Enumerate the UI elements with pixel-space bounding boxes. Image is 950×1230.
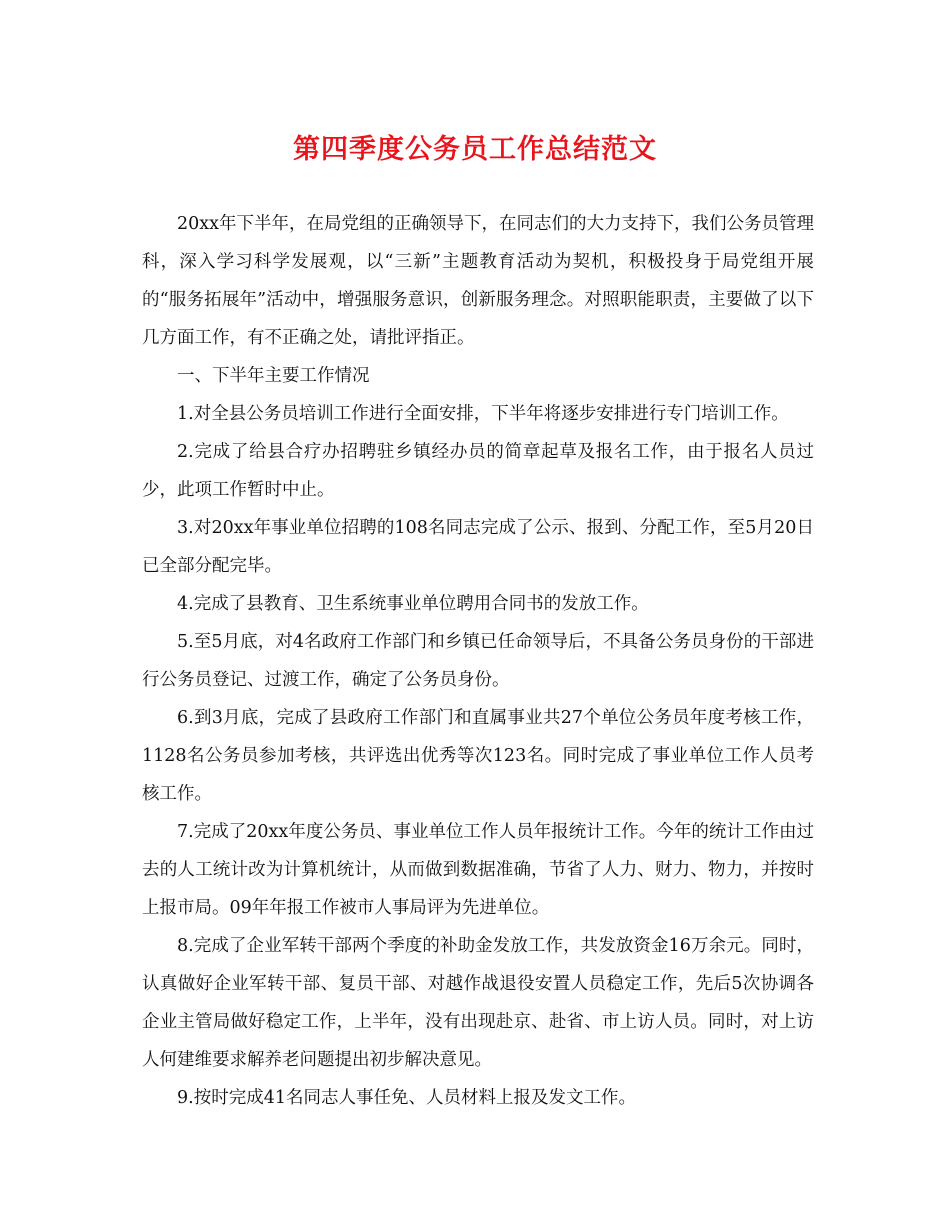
list-item: 7.完成了20xx年度公务员、事业单位工作人员年报统计工作。今年的统计工作由过去的人工统计改为计算机统计，从而做到数据准确，节省了人力、财力、物力，并按时上报市局。09年年报工作被市人事局评为先进单位。 bbox=[142, 822, 814, 918]
list-item: 2.完成了给县合疗办招聘驻乡镇经办员的简章起草及报名工作，由于报名人员过少，此项工作暂时中止。 bbox=[142, 442, 814, 500]
list-item: 8.完成了企业军转干部两个季度的补助金发放工作，共发放资金16万余元。同时，认真做好企业军转干部、复员干部、对越作战退役安置人员稳定工作，先后5次协调各企业主管局做好稳定工作，上半年，没有出现赴京、赴省、市上访人员。同时，对上访人何建维要求解养老问题提出初步解决意见。 bbox=[142, 936, 814, 1070]
list-item: 1.对全县公务员培训工作进行全面安排，下半年将逐步安排进行专门培训工作。 bbox=[177, 404, 789, 424]
list-item: 3.对20xx年事业单位招聘的108名同志完成了公示、报到、分配工作，至5月20日已全部分配完毕。 bbox=[142, 518, 814, 576]
document-title: 第四季度公务员工作总结范文 bbox=[293, 134, 657, 165]
list-item: 4.完成了县教育、卫生系统事业单位聘用合同书的发放工作。 bbox=[177, 594, 649, 614]
list-item: 6.到3月底，完成了县政府工作部门和直属事业共27个单位公务员年度考核工作，1128名公务员参加考核，共评选出优秀等次123名。同时完成了事业单位工作人员考核工作。 bbox=[142, 708, 814, 804]
document-body bbox=[142, 205, 814, 1117]
list-item: 5.至5月底，对4名政府工作部门和乡镇已任命领导后，不具备公务员身份的干部进行公务员登记、过渡工作，确定了公务员身份。 bbox=[142, 632, 814, 690]
paragraph-intro: 20xx年下半年，在局党组的正确领导下，在同志们的大力支持下，我们公务员管理科，深入学习科学发展观，以“三新”主题教育活动为契机，积极投身于局党组开展的“服务拓展年”活动中，增强服务意识，创新服务理念。对照职能职责，主要做了以下几方面工作，有不正确之处，请批评指正。 bbox=[142, 214, 815, 348]
list-item: 9.按时完成41名同志人事任免、人员材料上报及发文工作。 bbox=[177, 1088, 636, 1108]
section-heading: 一、下半年主要工作情况 bbox=[177, 366, 370, 386]
